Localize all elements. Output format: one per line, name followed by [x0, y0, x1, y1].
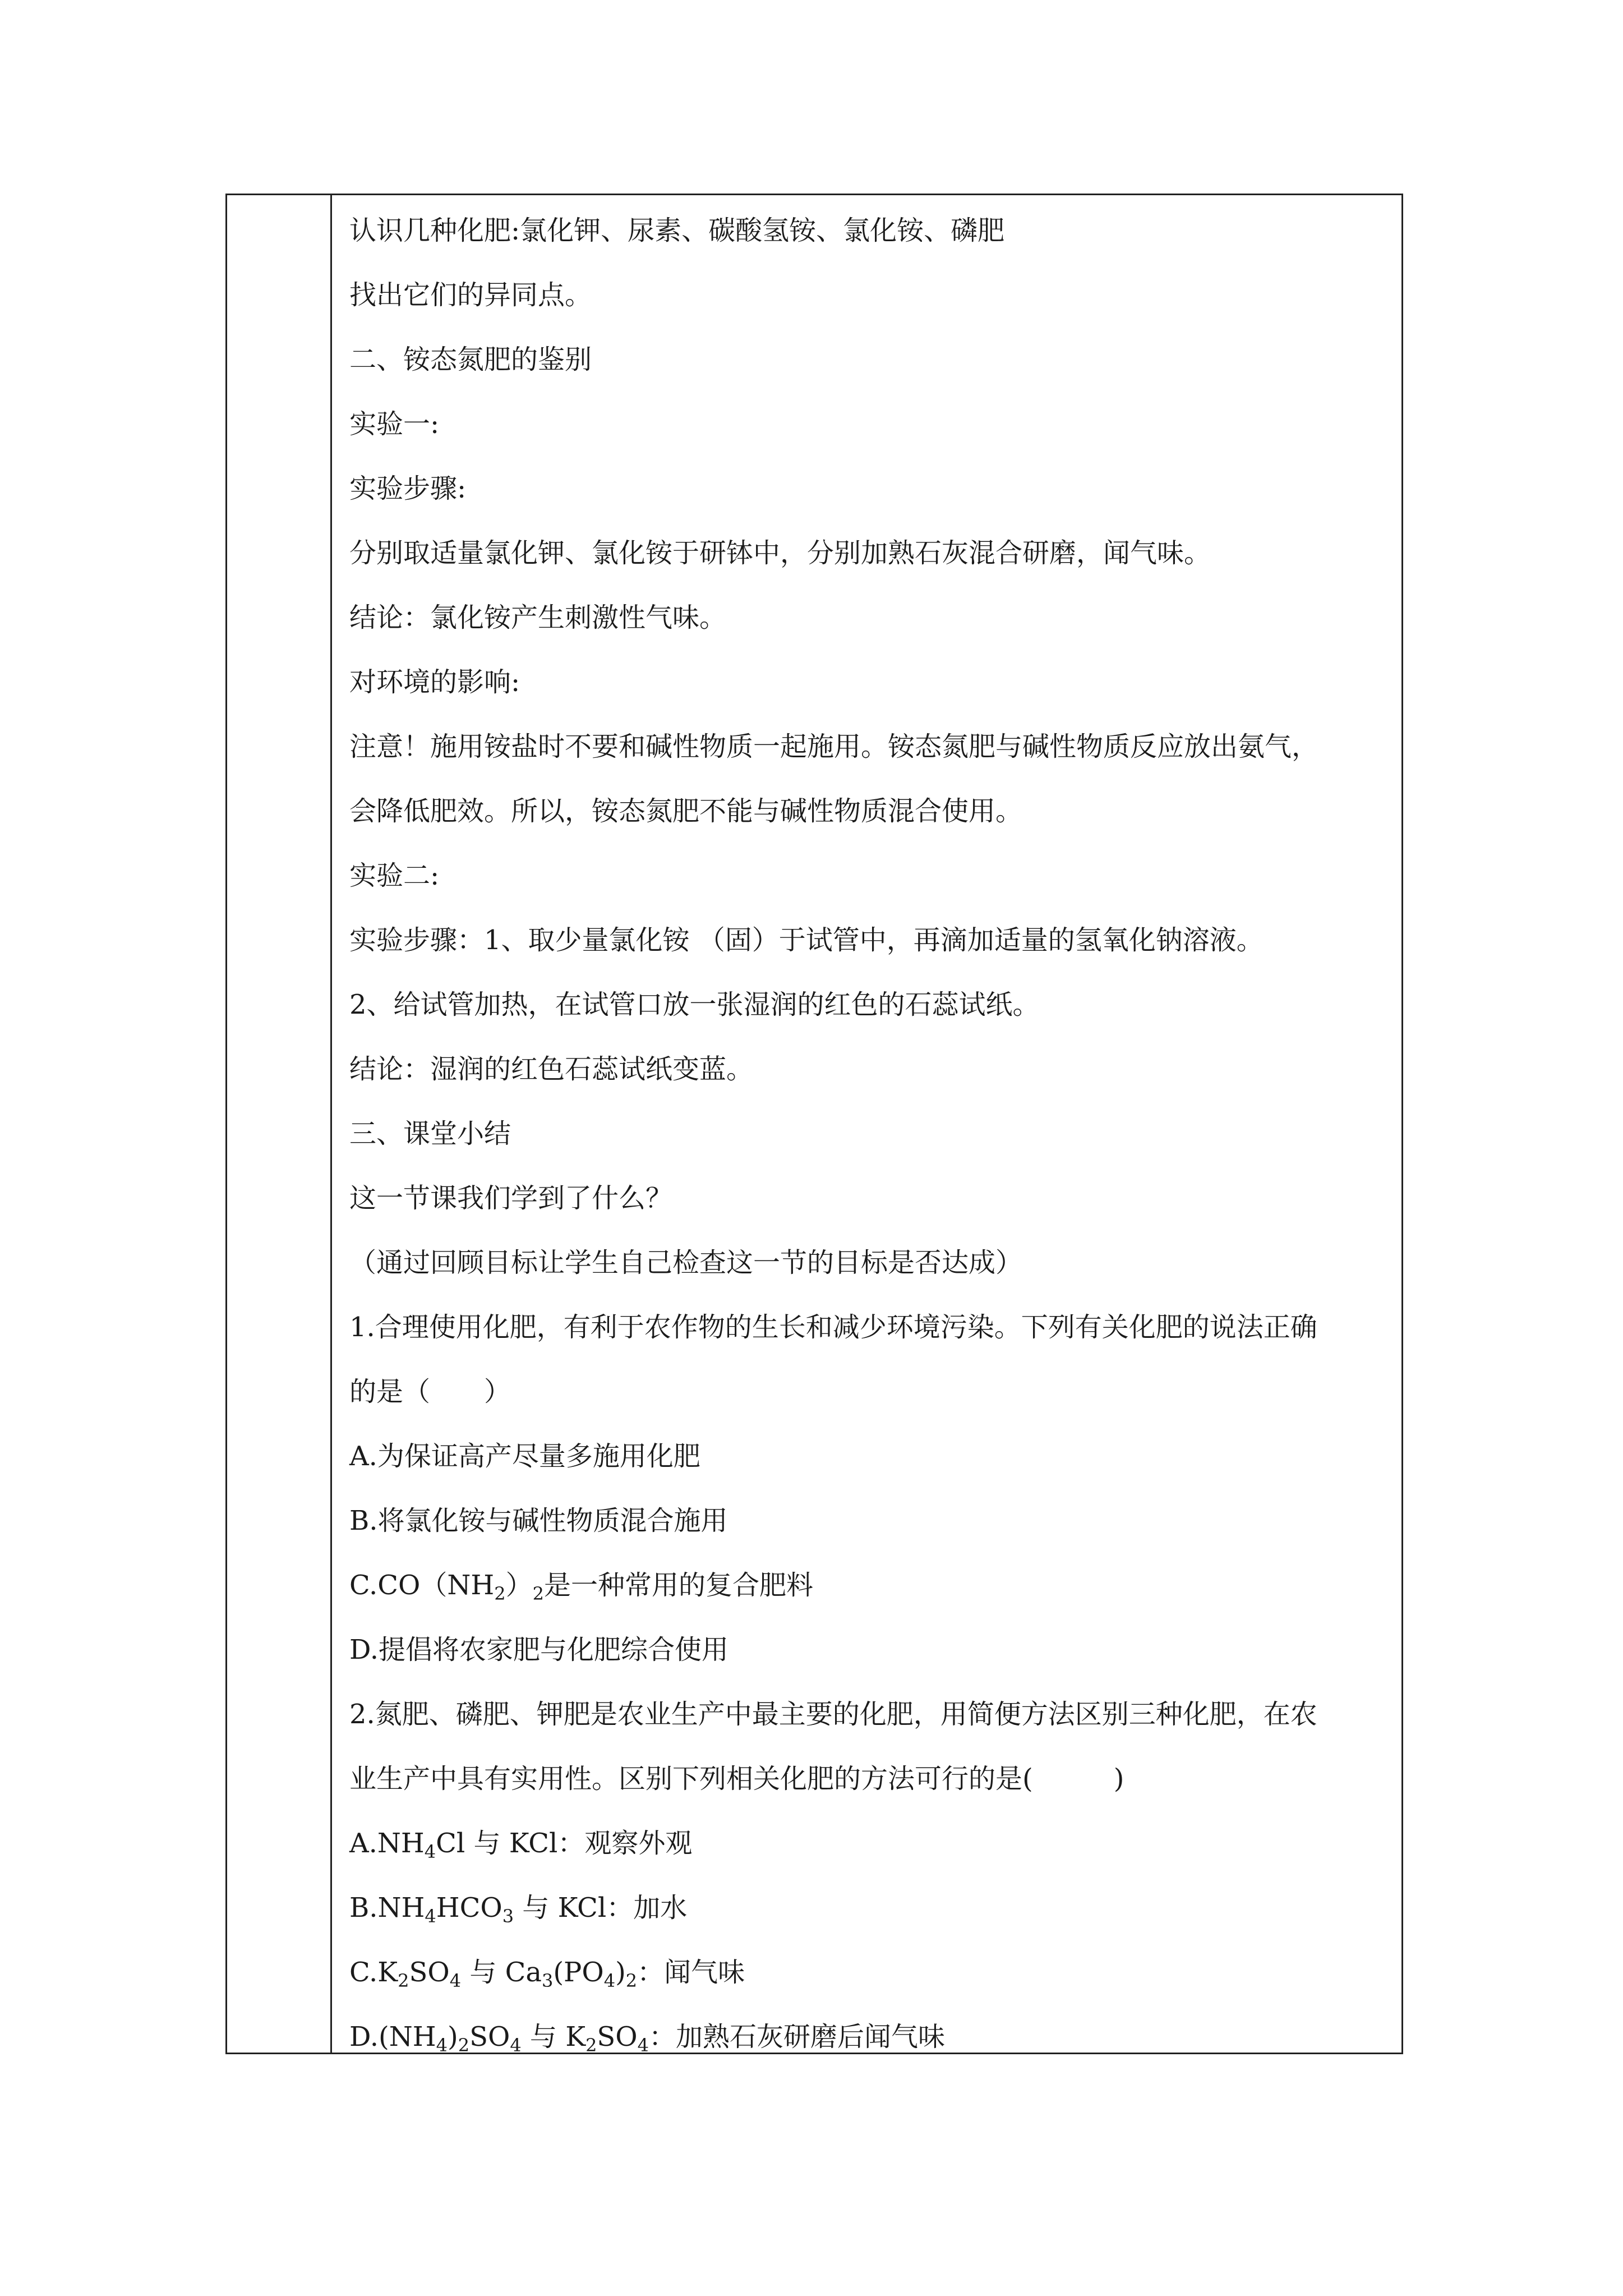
question-1-option-d: D.提倡将农家肥与化肥综合使用	[349, 1634, 729, 1665]
text-line: 注意！施用铵盐时不要和碱性物质一起施用。铵态氮肥与碱性物质反应放出氨气，	[349, 731, 1319, 762]
text-line: 结论：氯化铵产生刺激性气味。	[349, 602, 727, 633]
text-line: 找出它们的异同点。	[349, 279, 592, 311]
text-line: 结论：湿润的红色石蕊试纸变蓝。	[349, 1053, 754, 1085]
question-1-stem: 的是（ ）	[349, 1376, 511, 1407]
text-line: 实验一:	[349, 408, 440, 440]
lesson-table	[225, 194, 1403, 2054]
text-line: 这一节课我们学到了什么？	[349, 1182, 673, 1214]
text-line: 对环境的影响:	[349, 666, 520, 698]
section-heading: 二、铵态氮肥的鉴别	[349, 344, 592, 375]
question-2-option-d: $D.(NH_4)_2SO_4$ 与 $K_2SO_4$：加熟石灰研磨后闻气味	[349, 2021, 946, 2056]
question-1-option-c: $C.CO(NH_2)_2$是一种常用的复合肥料	[349, 1570, 813, 1604]
text-line: 实验二:	[349, 860, 440, 891]
text-line: （通过回顾目标让学生自己检查这一节的目标是否达成）	[349, 1247, 1023, 1278]
question-2-stem: 业生产中具有实用性。区别下列相关化肥的方法可行的是( )	[349, 1763, 1124, 1795]
question-1-stem: 1.合理使用化肥，有利于农作物的生长和减少环境污染。下列有关化肥的说法正确	[349, 1312, 1317, 1343]
question-1-option-a: A.为保证高产尽量多施用化肥	[349, 1441, 700, 1472]
question-2-option-c: $C.K_2SO_4$ 与 $Ca_3(PO_4)_2$：闻气味	[349, 1957, 745, 1991]
question-2-option-b: $B.NH_4HCO_3$ 与 KCl：加水	[349, 1892, 688, 1927]
question-2-stem: 2.氮肥、磷肥、钾肥是农业生产中最主要的化肥，用简便方法区别三种化肥，在农	[349, 1699, 1317, 1730]
text-line: 实验步骤:	[349, 473, 467, 504]
text-line: 分别取适量氯化钾、氯化铵于研钵中，分别加熟石灰混合研磨，闻气味。	[349, 537, 1211, 569]
text-line: 2、给试管加热，在试管口放一张湿润的红色的石蕊试纸。	[349, 989, 1040, 1020]
column-divider	[330, 195, 332, 2053]
text-line: 认识几种化肥:氯化钾、尿素、碳酸氢铵、氯化铵、磷肥	[349, 215, 1005, 246]
text-line: 会降低肥效。所以，铵态氮肥不能与碱性物质混合使用。	[349, 795, 1023, 827]
question-1-option-b: B.将氯化铵与碱性物质混合施用	[349, 1505, 728, 1536]
section-heading: 三、课堂小结	[349, 1118, 511, 1149]
question-2-option-a: $A.NH_4Cl$ 与 KCl：观察外观	[349, 1828, 693, 1862]
text-line: 实验步骤：1、取少量氯化铵 （固）于试管中，再滴加适量的氢氧化钠溶液。	[349, 924, 1264, 956]
